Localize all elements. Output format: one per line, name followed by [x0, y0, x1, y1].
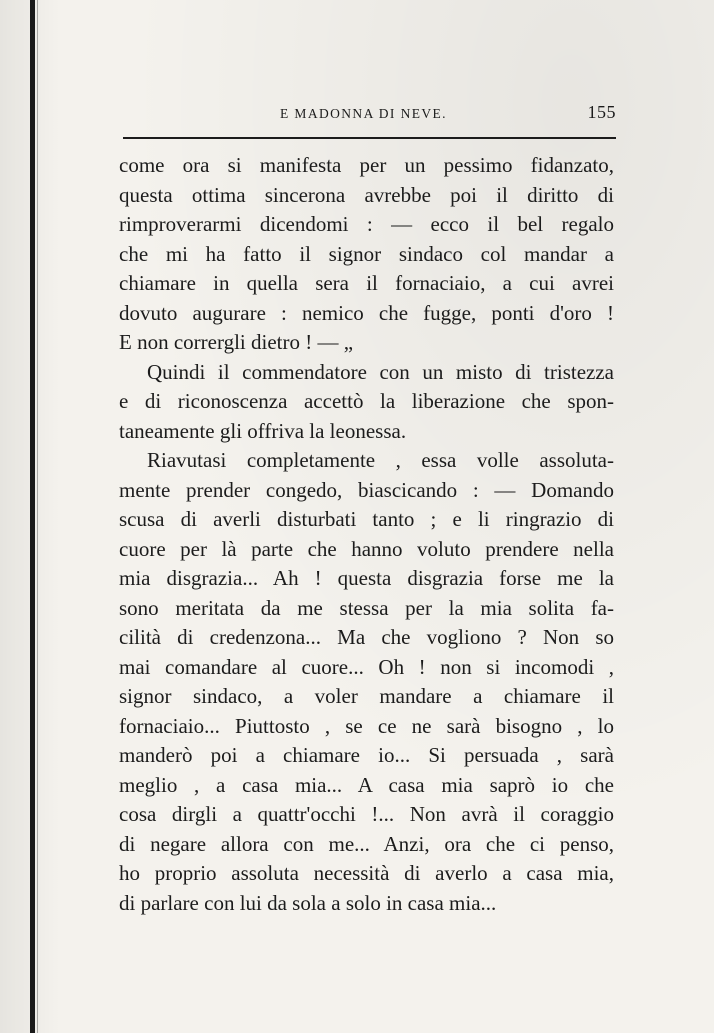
- text-line: chiamare in quella sera il fornaciaio, a cui avrei: [119, 271, 614, 295]
- text-line: che mi ha fatto il signor sindaco col mandar a: [119, 241, 614, 266]
- text-line: mente prender congedo, biascicando : — Domando: [119, 477, 614, 502]
- text-line: cilità di credenzona... Ma che vogliono ? Non so: [119, 625, 614, 649]
- text-line: di parlare con lui da sola a solo in casa mia...: [119, 890, 497, 915]
- text-line: questa ottima sincerona avrebbe poi il diritto di: [119, 182, 614, 207]
- text-line: cuore per là parte che hanno voluto prendere nella: [119, 536, 614, 561]
- text-line: Quindi il commendatore con un misto di tristezza: [147, 359, 614, 384]
- text-line: ho proprio assoluta necessità di averlo a casa mia,: [119, 861, 614, 885]
- text-line: di negare allora con me... Anzi, ora che ci penso,: [119, 831, 614, 856]
- binding-edge: [30, 0, 35, 1033]
- text-line: fornaciaio... Piuttosto , se ce ne sarà bisogno , lo: [119, 713, 614, 738]
- running-head: [120, 100, 618, 124]
- text-line: E non corrergli dietro ! — „: [119, 330, 354, 354]
- text-line: rimproverarmi dicendomi : — ecco il bel regalo: [119, 212, 614, 236]
- text-line: mai comandare al cuore... Oh ! non si incomodi ,: [119, 654, 614, 679]
- text-line: cosa dirgli a quattr'occhi !... Non avrà il coraggio: [119, 802, 614, 826]
- running-title: E MADONNA DI NEVE.: [280, 106, 447, 121]
- text-line: manderò poi a chiamare io... Si persuada , sarà: [119, 743, 614, 767]
- binding-edge-shadow: [37, 0, 38, 1033]
- page-number: 155: [587, 102, 616, 122]
- text-line: meglio , a casa mia... A casa mia saprò io che: [119, 772, 614, 797]
- text-line: scusa di averli disturbati tanto ; e li ringrazio di: [119, 507, 614, 531]
- text-line: e di riconoscenza accettò la liberazione che spon-: [119, 389, 614, 413]
- text-line: come ora si manifesta per un pessimo fidanzato,: [119, 153, 614, 177]
- text-line: mia disgrazia... Ah ! questa disgrazia forse me la: [119, 566, 614, 590]
- header-rule: [123, 137, 616, 139]
- text-line: Riavutasi completamente , essa volle assoluta-: [147, 448, 614, 472]
- text-line: signor sindaco, a voler mandare a chiamare il: [119, 684, 614, 708]
- text-line: sono meritata da me stessa per la mia solita fa-: [119, 595, 614, 620]
- text-line: taneamente gli offriva la leonessa.: [119, 418, 407, 443]
- text-line: dovuto augurare : nemico che fugge, ponti d'oro !: [119, 300, 614, 325]
- body-text: [119, 151, 614, 918]
